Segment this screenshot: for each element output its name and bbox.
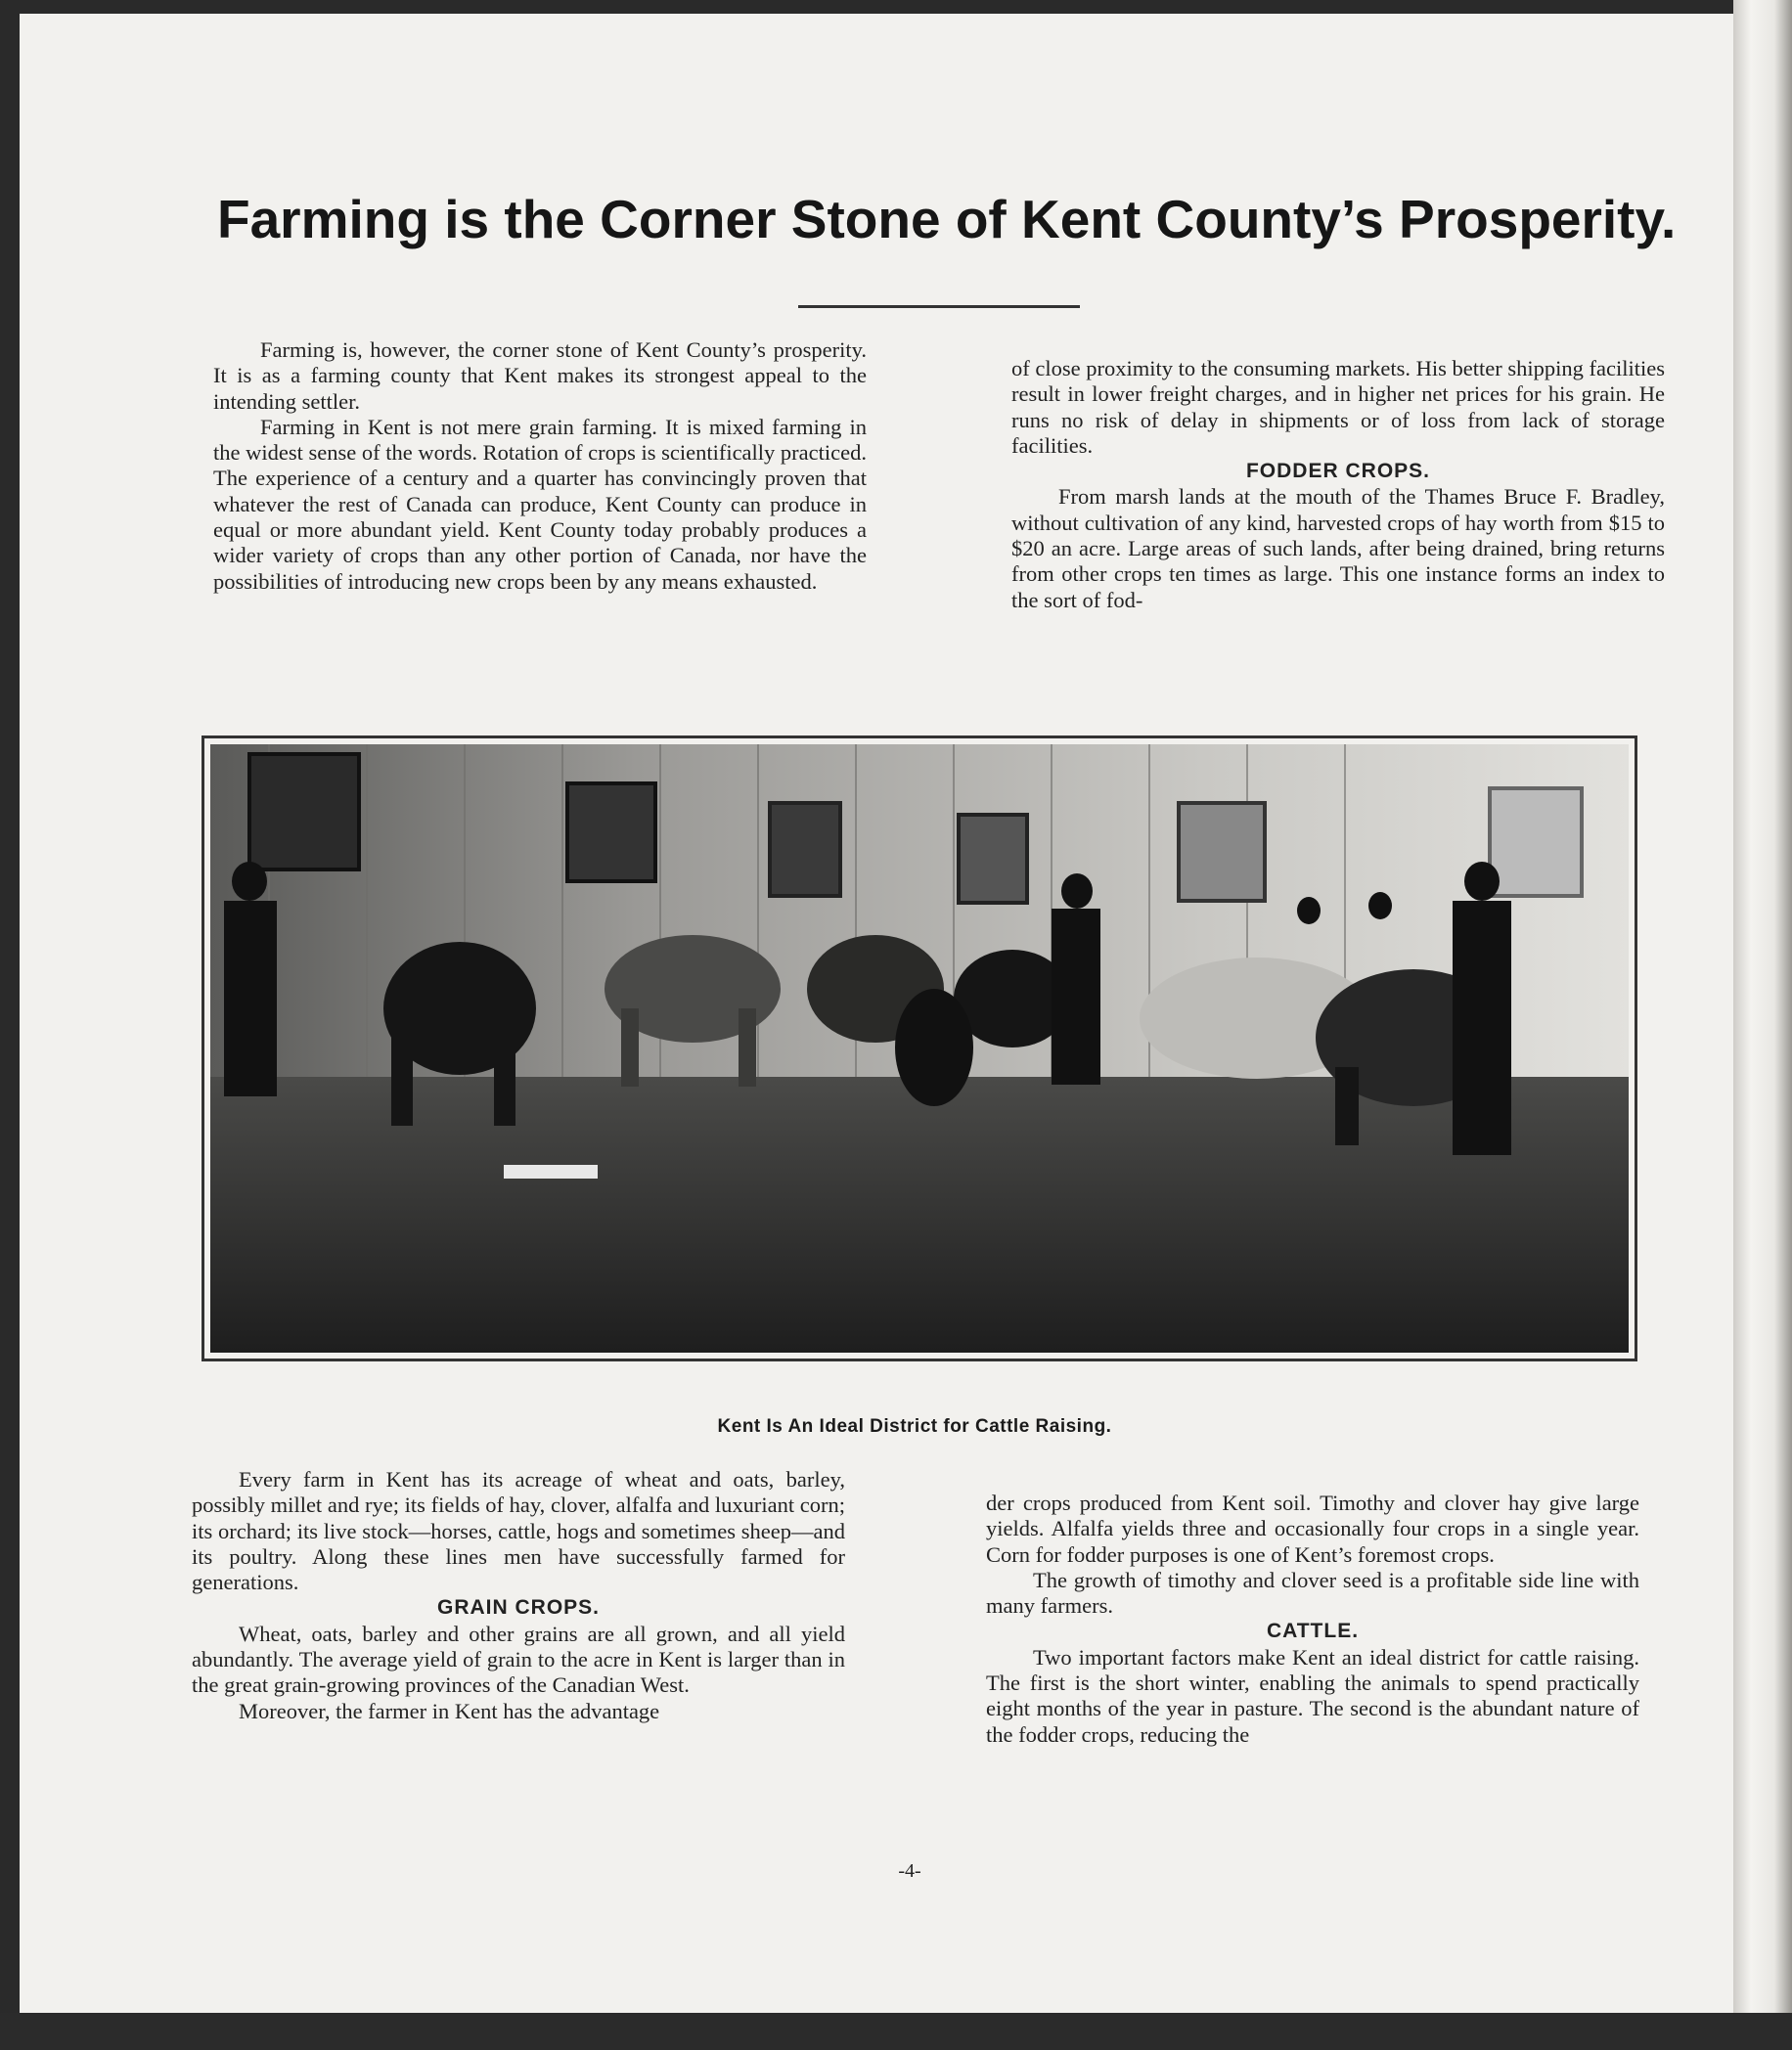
page-title: Farming is the Corner Stone of Kent County’s Prosperity. xyxy=(217,189,1677,249)
paragraph: Every farm in Kent has its acreage of wheat and oats, barley, possibly millet and rye; its fields of hay, clover, alfalfa and luxuriant corn; its orchard; its live stock—horses, cattle, hogs and sometimes sheep—and its poultry. Along these lines men have successfully farmed for generations. xyxy=(192,1467,845,1595)
page-gutter xyxy=(1733,0,1792,2050)
paragraph: der crops produced from Kent soil. Timothy and clover hay give large yields. Alfalfa yields three and occasionally four crops in a single year. Corn for fodder purposes is one of Kent’s foremost crops. xyxy=(986,1491,1639,1567)
paragraph: Farming in Kent is not mere grain farming. It is mixed farming in the widest sense of the words. Rotation of crops is scientifically practiced. The experience of a century and a quarter has convincingly proven that whatever the rest of Canada can produce, Kent County can produce in equal or more abundant yield. Kent County today probably produces a wider variety of crops than any other portion of Canada, nor have the possibilities of introducing new crops been by any means exhausted. xyxy=(213,414,867,594)
column-top-left xyxy=(213,337,867,595)
scan-border xyxy=(0,2013,1792,2050)
paragraph: Wheat, oats, barley and other grains are all grown, and all yield abundantly. The average yield of grain to the acre in Kent is larger than in the great grain-growing provinces of the Canadian West. xyxy=(192,1621,845,1698)
section-heading-fodder-crops: FODDER CROPS. xyxy=(1245,460,1430,483)
paragraph: Moreover, the farmer in Kent has the advantage xyxy=(239,1698,660,1723)
paragraph: Two important factors make Kent an ideal district for cattle raising. The first is the short winter, enabling the animals to spend practically eight months of the year in pasture. The second is the abundant nature of the fodder crops, reducing the xyxy=(986,1644,1639,1747)
section-heading-cattle: CATTLE. xyxy=(1266,1620,1360,1643)
page-number: -4- xyxy=(898,1860,921,1882)
photo-caption: Kent Is An Ideal District for Cattle Raising. xyxy=(717,1416,1112,1437)
section-heading-grain-crops: GRAIN CROPS. xyxy=(436,1596,600,1620)
cattle-photo xyxy=(210,744,1629,1353)
column-bottom-left xyxy=(192,1467,845,1724)
column-bottom-right xyxy=(986,1491,1639,1748)
paragraph: The growth of timothy and clover seed is a profitable side line with many farmers. xyxy=(986,1567,1639,1619)
paragraph: Farming is, however, the corner stone of Kent County’s prosperity. It is as a farming county that Kent makes its strongest appeal to the intending settler. xyxy=(213,337,867,414)
paragraph: From marsh lands at the mouth of the Thames Bruce F. Bradley, without cultivation of any kind, harvested crops of hay worth from $15 to $20 an acre. Large areas of such lands, after being drained, bring returns from other crops ten times as large. This one instance forms an index to the sort of fod- xyxy=(1011,484,1665,612)
paragraph: of close proximity to the consuming markets. His better shipping facilities result in lower freight charges, and in higher net prices for his grain. He runs no risk of delay in shipments or of loss from lack of storage facilities. xyxy=(1011,356,1666,458)
title-divider xyxy=(798,305,1080,308)
column-top-right xyxy=(1011,356,1665,613)
photo-frame xyxy=(202,735,1637,1361)
